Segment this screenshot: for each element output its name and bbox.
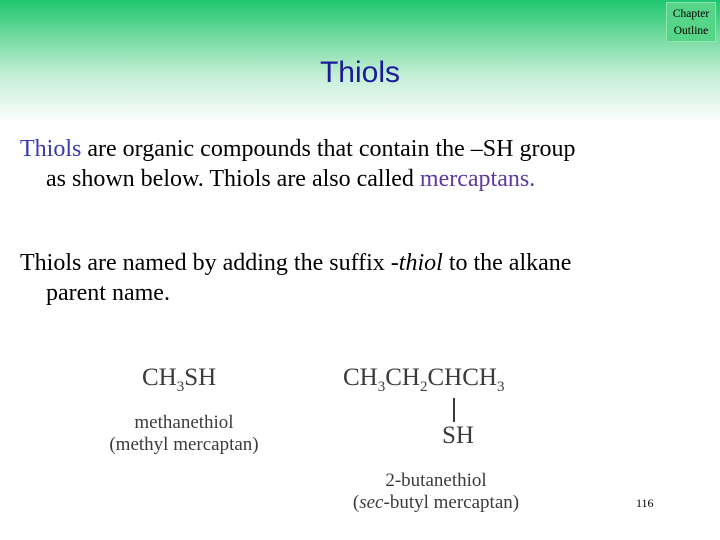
methanethiol-formula: $CH_3SH$ bbox=[142, 364, 217, 395]
methanethiol-name: methanethiol bbox=[134, 412, 234, 433]
definition-line2 bbox=[20, 164, 535, 194]
butanethiol-bond-line bbox=[453, 398, 455, 422]
chapter-outline-button[interactable] bbox=[666, 2, 716, 42]
butanethiol-name: 2-butanethiol bbox=[385, 470, 487, 491]
page-number: 116 bbox=[636, 496, 654, 510]
butanethiol-sh-group: SH bbox=[442, 422, 474, 449]
definition-text-b: as shown below. Thiols are also called bbox=[46, 166, 420, 192]
sec-butyl-mercaptan-name: (sec-butyl mercaptan) bbox=[352, 492, 520, 513]
chapter-outline-line1: Chapter bbox=[672, 8, 710, 20]
definition-text-a: are organic compounds that contain the –SH group bbox=[81, 136, 576, 162]
definition-paragraph bbox=[20, 134, 680, 194]
methanethiol-caption bbox=[96, 412, 272, 456]
chapter-outline-line2: Outline bbox=[673, 25, 709, 37]
thiols-term: Thiols bbox=[20, 136, 82, 162]
slide-title: Thiols bbox=[319, 56, 401, 89]
butanethiol-formula: $CH_3CH_2CHCH_3$ bbox=[343, 364, 505, 395]
methyl-mercaptan-name: (methyl mercaptan) bbox=[109, 434, 259, 455]
suffix-term: thiol bbox=[398, 250, 443, 276]
butanethiol-caption bbox=[328, 470, 544, 514]
naming-text-a: Thiols are named by adding the suffix - bbox=[20, 250, 399, 276]
naming-text-c: parent name. bbox=[46, 280, 170, 306]
naming-paragraph bbox=[20, 248, 680, 308]
mercaptans-term: mercaptans. bbox=[419, 166, 536, 192]
naming-text-b: to the alkane bbox=[442, 250, 572, 276]
